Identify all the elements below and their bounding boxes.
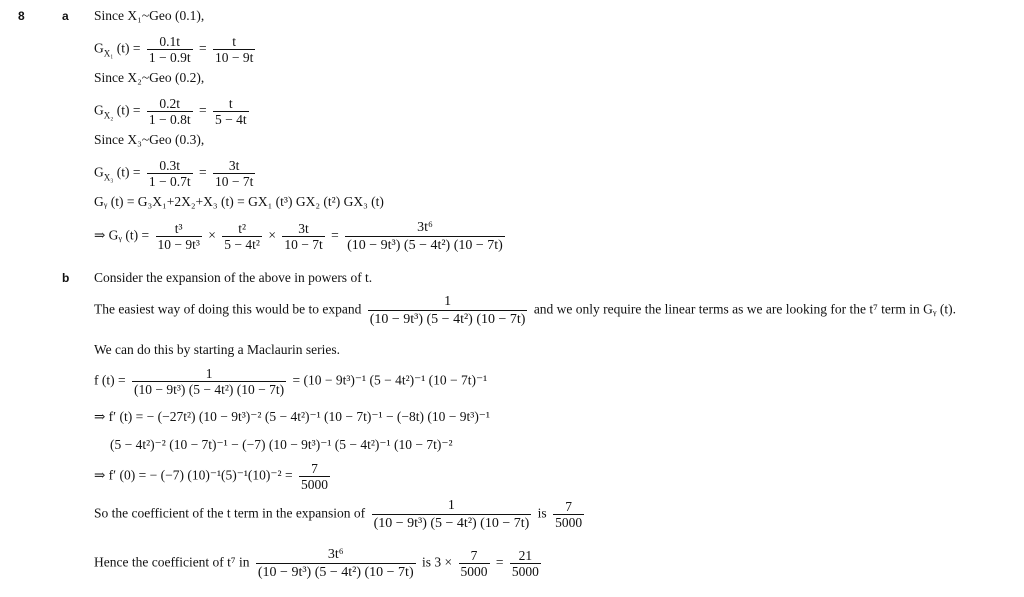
- coefficient-t7-term: Hence the coefficient of t⁷ in $\frac{\text{3t⁶}}{\text{(10 − 9t³) (5 − 4t²) (10 − 7t)}}$ is 3 × $\frac{7}{5000}$ = $\frac{21}{5000}$: [94, 547, 539, 580]
- f-definition: f (t) = $\frac{1}{\text{(10 − 9t³) (5 − 4t²) (10 − 7t)}}$ = (10 − 9t³)⁻¹ (5 − 4t²)⁻¹ (10 − 7t)⁻¹: [94, 366, 488, 397]
- fprime-line-2: (5 − 4t²)⁻² (10 − 7t)⁻¹ − (−7) (10 − 9t³)⁻¹ (5 − 4t²)⁻¹ (10 − 7t)⁻²: [110, 437, 453, 452]
- gy-composition: Gᵧ (t) = G₃X₁+2X₂+X₃ (t) = GX₁ (t³) GX₂ (t²) GX₃ (t): [94, 194, 384, 209]
- coefficient-t-term: So the coefficient of the t term in the expansion of $\frac{1}{\text{(10 − 9t³) (5 − 4t²) (10 − 7t)}}$ is $\frac{7}{5000}$: [94, 498, 583, 531]
- part-a-label: a: [62, 9, 69, 23]
- maclaurin-text: We can do this by starting a Maclaurin series.: [94, 342, 340, 357]
- gx1-equation: $G_{X_1}$ (t) = $\frac{0.1t}{1 - 0.9t}$ = $\frac{t}{10 - 9t}$: [94, 34, 254, 65]
- since-x1: Since X₁~Geo (0.1),: [94, 8, 205, 23]
- since-x2: Since X₂~Geo (0.2),: [94, 70, 205, 85]
- part-b-label: b: [62, 271, 70, 285]
- easiest-way-text: The easiest way of doing this would be to expand $\frac{1}{\text{(10 − 9t³) (5 − 4t²) (10 − 7t)}}$ and we only require the linear terms as we are looking for the t⁷ term in Gᵧ (t).: [94, 294, 956, 327]
- gx3-equation: $G_{X_3}$ (t) = $\frac{0.3t}{1 - 0.7t}$ = $\frac{3t}{10 - 7t}$: [94, 158, 254, 189]
- since-x3: Since X₃~Geo (0.3),: [94, 132, 205, 147]
- consider-text: Consider the expansion of the above in powers of t.: [94, 270, 373, 285]
- question-number: 8: [18, 9, 25, 23]
- gx2-equation: $G_{X_2}$ (t) = $\frac{0.2t}{1 - 0.8t}$ = $\frac{t}{5 - 4t}$: [94, 96, 247, 127]
- gy-result-equation: ⇒ Gᵧ (t) = $\frac{\text{t³}}{\text{10 − 9t³}}$ × $\frac{\text{t²}}{\text{5 − 4t²}}$ × $\frac{3t}{10 - 7t}$ = $\frac{\text{3t⁶}}{\text{(10 − 9t³) (5 − 4t²) (10 − 7t)}}$: [94, 220, 503, 253]
- fprime-zero: ⇒ f′ (0) = − (−7) (10)⁻¹(5)⁻¹(10)⁻² = $\frac{7}{5000}$: [94, 461, 328, 492]
- fprime-line-1: ⇒ f′ (t) = − (−27t²) (10 − 9t³)⁻² (5 − 4t²)⁻¹ (10 − 7t)⁻¹ − (−8t) (10 − 9t³)⁻¹: [94, 409, 490, 424]
